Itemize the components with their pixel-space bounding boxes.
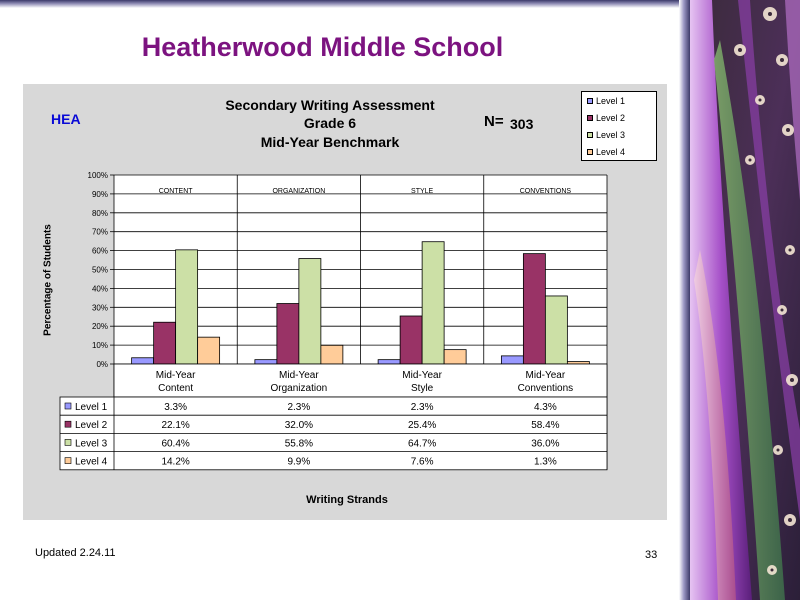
data-label: 3.3%	[164, 402, 188, 413]
data-label: 22.1%	[161, 420, 190, 432]
table-row-label: Level 2	[75, 420, 108, 432]
y-tick-label: 40%	[91, 284, 108, 294]
slide-title: Heatherwood Middle School	[141, 32, 504, 62]
bar	[198, 337, 220, 364]
x-tick-label: Mid-Year	[279, 370, 319, 381]
table-row-label: Level 3	[75, 438, 108, 450]
bar	[132, 358, 154, 364]
data-label: 9.9%	[287, 456, 311, 468]
bar	[255, 360, 277, 364]
n-value: 303	[510, 116, 534, 132]
data-label: 58.4%	[531, 420, 560, 432]
y-tick-label: 0%	[96, 360, 108, 369]
y-tick-label: 20%	[91, 322, 108, 332]
x-tick-label: Mid-Year	[155, 370, 196, 381]
x-tick-label: Mid-Year	[402, 370, 442, 381]
chart-title-line-1: Secondary Writing Assessment	[225, 97, 435, 113]
bar	[154, 322, 176, 364]
section-header: STYLE	[411, 188, 434, 195]
data-label: 1.3%	[533, 456, 557, 468]
x-tick-label: Style	[411, 383, 434, 394]
table-legend-key	[65, 439, 71, 445]
data-label: 64.7%	[407, 438, 437, 450]
data-label: 55.8%	[284, 438, 314, 450]
school-code: HEA	[51, 111, 81, 127]
x-tick-label: Conventions	[517, 383, 574, 394]
table-row-label: Level 4	[75, 456, 108, 468]
bar	[321, 345, 343, 364]
y-tick-label: 90%	[91, 189, 108, 199]
y-axis-title-text: Percentage of Students	[42, 224, 54, 336]
x-axis-title: Writing Strands	[306, 494, 388, 506]
x-tick-label: Mid-Year	[525, 370, 566, 381]
footer-updated-date: Updated 2.24.11	[35, 547, 116, 559]
table-legend-key	[65, 458, 71, 464]
bar	[277, 304, 299, 364]
bar	[378, 360, 400, 364]
y-tick-label: 10%	[91, 341, 108, 351]
chart-title-line-2: Grade 6	[303, 115, 357, 131]
y-tick-label: 50%	[91, 265, 108, 275]
x-tick-label: Content	[158, 383, 194, 394]
data-label: 32.0%	[284, 420, 314, 432]
bar	[444, 350, 466, 364]
data-label: 60.4%	[161, 438, 190, 450]
data-label: 7.6%	[410, 456, 434, 468]
x-tick-label: Organization	[270, 383, 328, 394]
bar	[545, 296, 567, 364]
bar	[422, 242, 444, 364]
table-row-label: Level 1	[75, 402, 108, 413]
slide-number: 33	[645, 549, 658, 561]
section-header: ORGANIZATION	[272, 188, 326, 195]
section-header: CONTENT	[158, 188, 193, 195]
bar	[400, 316, 422, 364]
y-tick-label: 70%	[91, 227, 108, 237]
legend-label-level-2: Level 2	[596, 113, 626, 123]
table-legend-key	[65, 403, 71, 409]
bar	[523, 254, 545, 364]
n-label: N=	[484, 113, 504, 130]
legend-label-level-4: Level 4	[596, 147, 626, 157]
y-tick-label: 60%	[91, 246, 108, 256]
y-tick-label: 30%	[91, 303, 108, 313]
bar	[176, 250, 198, 364]
bar	[299, 259, 321, 364]
data-label: 2.3%	[287, 402, 311, 413]
data-label: 36.0%	[531, 438, 560, 450]
y-tick-label: 80%	[91, 208, 108, 218]
section-header: CONVENTIONS	[519, 188, 572, 195]
legend-label-level-3: Level 3	[596, 130, 626, 140]
data-label: 25.4%	[407, 420, 437, 432]
table-legend-key	[65, 421, 71, 427]
data-label: 2.3%	[410, 402, 434, 413]
data-label: 4.3%	[533, 402, 557, 413]
legend-label-level-1: Level 1	[596, 96, 626, 106]
chart-title-line-3: Mid-Year Benchmark	[260, 134, 400, 150]
data-label: 14.2%	[161, 456, 190, 468]
bar	[501, 356, 523, 364]
y-tick-label: 100%	[87, 171, 108, 180]
